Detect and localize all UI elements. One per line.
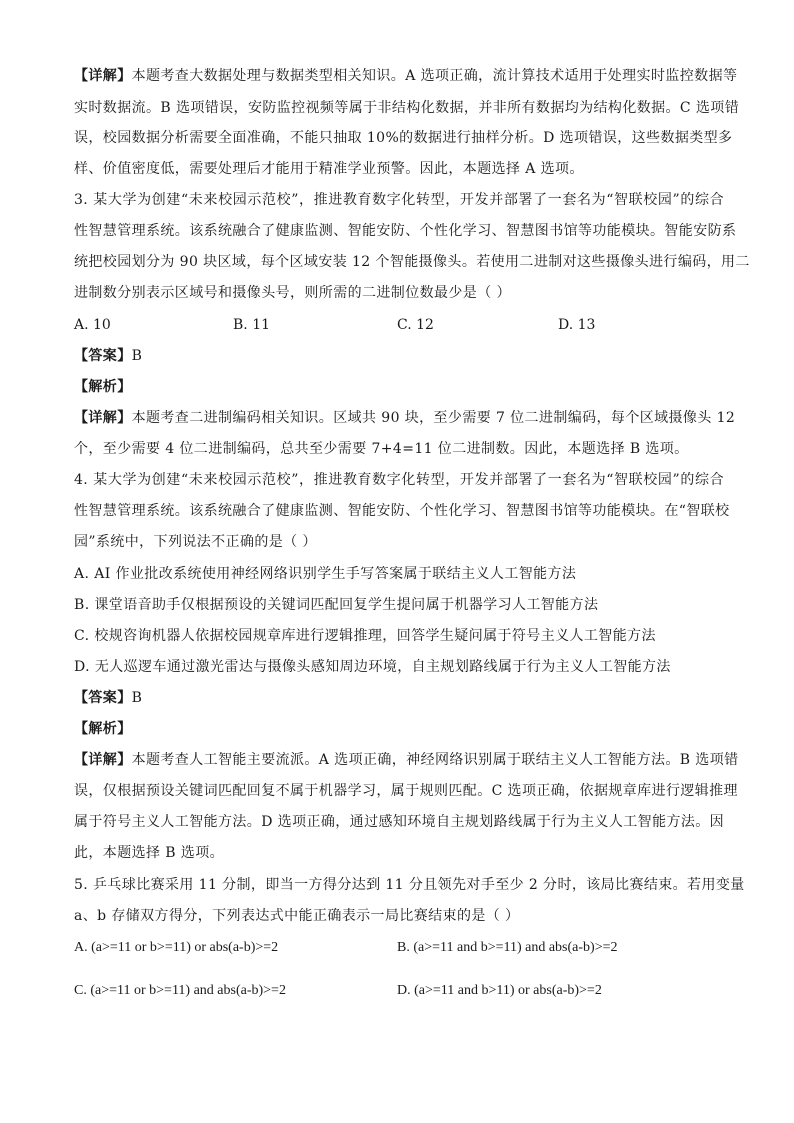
q5-option-b: B. (a>=11 and b>=11) and abs(a-b)>=2 xyxy=(397,940,618,955)
q4-answer xyxy=(74,688,724,708)
q2-explain-line-4: 样、价值密度低，需要处理后才能用于精准学业预警。因此，本题选择 A 选项。 xyxy=(74,161,584,177)
q3-analysis-tag: 【解析】 xyxy=(74,379,132,395)
q4-option-a: A. AI 作业批改系统使用神经网络识别学生手写答案属于联结主义人工智能方法 xyxy=(74,566,577,582)
q5-stem-line-2: a、b 存储双方得分，下列表达式中能正确表示一局比赛结束的是（ ） xyxy=(74,908,520,924)
q3-option-d: D. 13 xyxy=(558,317,596,333)
q4-stem-line-2: 性智慧管理系统。该系统融合了健康监测、智能安防、个性化学习、智慧图书馆等功能模块。在“智联校 xyxy=(74,503,730,519)
answer-tag: 【答案】 xyxy=(74,690,132,706)
q3-option-c: C. 12 xyxy=(397,317,434,333)
q3-explain-line-2: 个，至少需要 4 位二进制编码，总共至少需要 7+4=11 位二进制数。因此，本题选择 B 选项。 xyxy=(74,441,689,457)
q5-option-a: A. (a>=11 or b>=11) or abs(a-b)>=2 xyxy=(74,940,279,955)
q3-answer xyxy=(74,346,724,366)
q3-stem-line-2: 性智慧管理系统。该系统融合了健康监测、智能安防、个性化学习、智慧图书馆等功能模块。智能安防系 xyxy=(74,223,737,239)
q5-stem-line-1: 5. 乒乓球比赛采用 11 分制，即当一方得分达到 11 分且领先对手至少 2 分时，该局比赛结束。若用变量 xyxy=(74,877,745,893)
q2-explain-line-1: 【详解】本题考查大数据处理与数据类型相关知识。A 选项正确，流计算技术适用于处理实时监控数据等 xyxy=(74,68,738,84)
q3-option-a: A. 10 xyxy=(74,317,111,333)
q3-stem-line-3: 统把校园划分为 90 块区域，每个区域安装 12 个智能摄像头。若使用二进制对这些摄像头进行编码，用二 xyxy=(74,254,750,270)
q5-option-c: C. (a>=11 or b>=11) and abs(a-b)>=2 xyxy=(74,983,286,998)
q3-explain-line-1: 【详解】本题考查二进制编码相关知识。区域共 90 块，至少需要 7 位二进制编码，每个区域摄像头 12 xyxy=(74,410,736,426)
explain-tag: 【详解】 xyxy=(74,68,132,84)
q4-explain-line-1: 【详解】本题考查人工智能主要流派。A 选项正确，神经网络识别属于联结主义人工智能方法。B 选项错 xyxy=(74,752,739,768)
explain-tag: 【详解】 xyxy=(74,752,132,768)
q3-stem-line-4: 进制数分别表示区域号和摄像头号，则所需的二进制位数最少是（ ） xyxy=(74,285,511,301)
q4-explain-line-2: 误，仅根据预设关键词匹配回复不属于机器学习，属于规则匹配。C 选项正确，依据规章库进行逻辑推理 xyxy=(74,783,738,799)
q4-explain-line-4: 此，本题选择 B 选项。 xyxy=(74,845,224,861)
q2-explain-line-2: 实时数据流。B 选项错误，安防监控视频等属于非结构化数据，并非所有数据均为结构化数据。C 选项错 xyxy=(74,100,740,116)
q3-stem-line-1: 3. 某大学为创建“未来校园示范校”，推进教育数字化转型，开发并部署了一套名为“智联校园”的综合 xyxy=(74,192,724,208)
q5-option-d: D. (a>=11 and b>11) or abs(a-b)>=2 xyxy=(397,983,602,998)
q3-answer-value: B xyxy=(131,348,143,364)
q4-explain-line-3: 属于符号主义人工智能方法。D 选项正确，通过感知环境自主规划路线属于行为主义人工智能方法。因 xyxy=(74,814,725,830)
q4-analysis-tag: 【解析】 xyxy=(74,721,132,737)
q4-stem-line-3: 园”系统中，下列说法不正确的是（ ） xyxy=(74,534,317,550)
explain-tag: 【详解】 xyxy=(74,410,132,426)
q4-answer-value: B xyxy=(131,690,143,706)
q4-option-c: C. 校规咨询机器人依据校园规章库进行逻辑推理，回答学生疑问属于符号主义人工智能方法 xyxy=(74,628,656,644)
answer-tag: 【答案】 xyxy=(74,348,132,364)
q4-stem-line-1: 4. 某大学为创建“未来校园示范校”，推进教育数字化转型，开发并部署了一套名为“智联校园”的综合 xyxy=(74,472,724,488)
q4-option-d: D. 无人巡逻车通过激光雷达与摄像头感知周边环境，自主规划路线属于行为主义人工智能方法 xyxy=(74,659,671,675)
q2-explain-line-3: 误，校园数据分析需要全面准确，不能只抽取 10%的数据进行抽样分析。D 选项错误，这些数据类型多 xyxy=(74,130,733,146)
q3-option-b: B. 11 xyxy=(233,317,271,333)
q4-option-b: B. 课堂语音助手仅根据预设的关键词匹配回复学生提问属于机器学习人工智能方法 xyxy=(74,597,599,613)
